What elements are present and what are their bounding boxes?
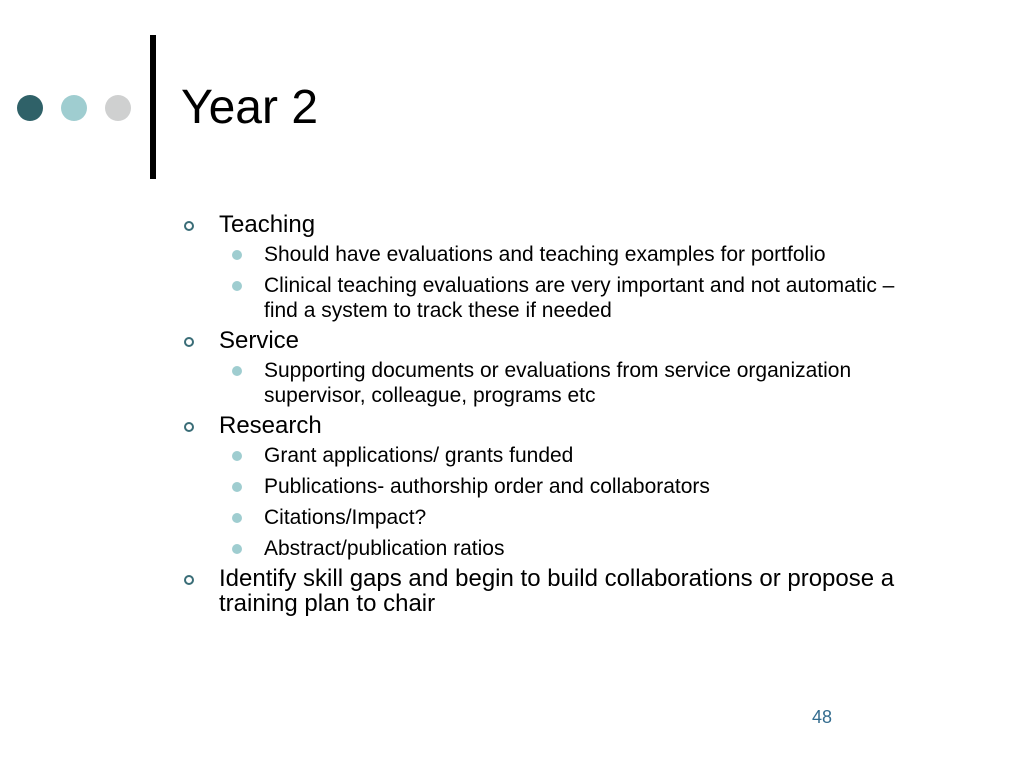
slide-body [180, 212, 900, 616]
sub-bullet-text: Grant applications/ grants funded [264, 444, 574, 467]
dot-bullet-icon [232, 482, 242, 492]
dark-dot-icon [17, 95, 43, 121]
ring-bullet-icon [184, 422, 194, 432]
dot-bullet-icon [232, 281, 242, 291]
bullet-service [180, 328, 900, 408]
slide-title: Year 2 [181, 81, 319, 134]
bullet-research [180, 413, 900, 561]
sub-bullet [180, 536, 900, 561]
ring-bullet-icon [184, 575, 194, 585]
sub-bullet-text: Supporting documents or evaluations from service organization supervisor, colleague, programs etc [264, 359, 852, 407]
dot-bullet-icon [232, 366, 242, 376]
gray-dot-icon [105, 95, 131, 121]
sub-bullet [180, 242, 900, 267]
bullet-text: Teaching [219, 211, 316, 238]
sub-bullet-list [219, 242, 900, 323]
sub-bullet-text: Clinical teaching evaluations are very important and not automatic – find a system to track these if needed [264, 274, 895, 322]
sub-bullet-text: Should have evaluations and teaching examples for portfolio [264, 243, 826, 266]
ring-bullet-icon [184, 337, 194, 347]
bullet-teaching [180, 212, 900, 323]
page-number: 48 [812, 707, 833, 727]
ring-bullet-icon [184, 221, 194, 231]
sub-bullet [180, 443, 900, 468]
bullet-skill-gaps [180, 566, 900, 616]
sub-bullet-list [219, 443, 900, 561]
sub-bullet [180, 505, 900, 530]
dot-bullet-icon [232, 451, 242, 461]
sub-bullet-text: Publications- authorship order and collaborators [264, 475, 710, 498]
title-divider [150, 35, 156, 179]
bullet-text: Research [219, 412, 322, 439]
sub-bullet-text: Citations/Impact? [264, 506, 427, 529]
bullet-text: Service [219, 327, 300, 354]
sub-bullet-text: Abstract/publication ratios [264, 537, 505, 560]
sub-bullet [180, 358, 900, 408]
decorative-dots [17, 95, 132, 121]
bullet-text: Identify skill gaps and begin to build collaborations or propose a training plan to chair [219, 565, 895, 617]
dot-bullet-icon [232, 513, 242, 523]
sub-bullet-list [219, 358, 900, 408]
sub-bullet [180, 273, 900, 323]
light-teal-dot-icon [61, 95, 87, 121]
dot-bullet-icon [232, 250, 242, 260]
sub-bullet [180, 474, 900, 499]
dot-bullet-icon [232, 544, 242, 554]
